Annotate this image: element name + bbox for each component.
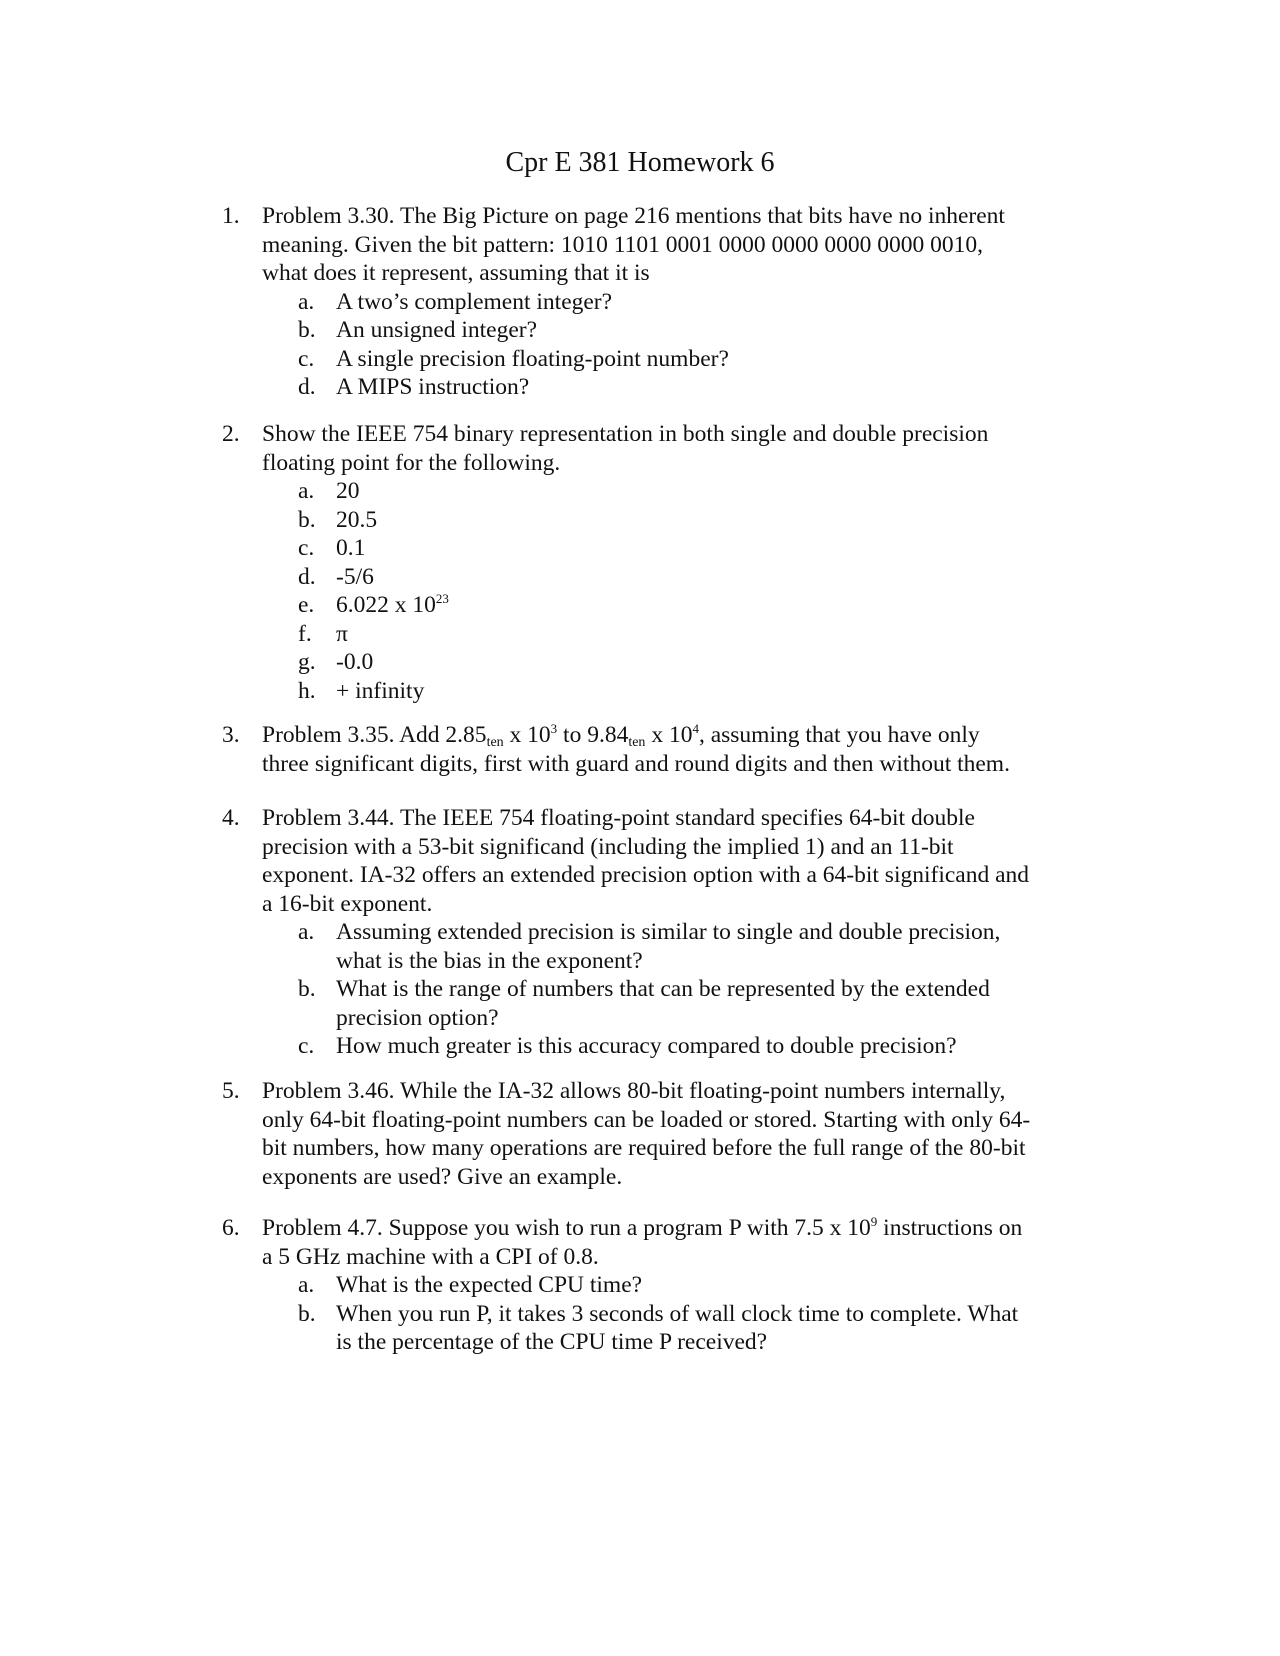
sub-item [222, 316, 1102, 345]
problem-text: Problem 3.44. The IEEE 754 floating-point standard specifies 64-bit double [262, 805, 975, 831]
sub-item [222, 918, 1102, 947]
problem-text: Problem 3.46. While the IA-32 allows 80-bit floating-point numbers internally, [262, 1078, 1006, 1104]
sub-item-letter: a. [298, 288, 315, 315]
sub-item-text: How much greater is this accuracy compared to double precision? [336, 1033, 957, 1059]
problem-number: 1. [222, 203, 240, 229]
sub-item-letter: b. [298, 976, 316, 1002]
sub-item-letter: a. [298, 1272, 315, 1298]
sub-item-letter: b. [298, 506, 316, 533]
sub-item-text: A two’s complement integer? [336, 288, 613, 315]
text-run: Problem 3.35. Add 2.85 [262, 722, 487, 748]
problem-2 [222, 420, 1102, 705]
sub-item [222, 1300, 1102, 1329]
sub-item-letter: a. [298, 919, 315, 945]
sub-item-text: When you run P, it takes 3 seconds of wall clock time to complete. What [336, 1300, 1019, 1327]
problem-text [262, 721, 980, 750]
sub-item-letter: d. [298, 374, 316, 400]
subscript: ten [486, 735, 504, 750]
problem-text: only 64-bit floating-point numbers can be loaded or stored. Starting with only 64- [262, 1106, 1031, 1133]
subscript: ten [628, 735, 646, 750]
sub-item-text: + infinity [336, 677, 425, 704]
sub-item-text: An unsigned integer? [336, 317, 538, 343]
sub-item [222, 1032, 1102, 1061]
problem-number: 6. [222, 1215, 240, 1241]
sub-item [222, 288, 1102, 317]
sub-item [222, 591, 1102, 620]
sub-item-letter: a. [298, 478, 315, 504]
sub-item [222, 648, 1102, 677]
text-run: instructions on [877, 1215, 1023, 1241]
problem-text: Problem 3.30. The Big Picture on page 216 mentions that bits have no inherent [262, 203, 1005, 229]
exponent: 4 [692, 721, 699, 736]
text-run: , assuming that you have only [698, 722, 980, 748]
number-base: 6.022 x 10 [336, 592, 436, 618]
problem-text [262, 1214, 1022, 1243]
sub-item-text: -5/6 [336, 563, 374, 590]
sub-item-text: 20 [336, 478, 360, 504]
sub-item-letter: c. [298, 345, 315, 372]
problem-3 [222, 721, 1102, 778]
problem-text: a 5 GHz machine with a CPI of 0.8. [262, 1243, 599, 1270]
sub-item-text: What is the range of numbers that can be represented by the extended [336, 976, 990, 1002]
problem-number: 4. [222, 805, 240, 831]
problem-text: exponent. IA-32 offers an extended precision option with a 64-bit significand and [262, 862, 1030, 888]
problem-text: three significant digits, first with guard and round digits and then without them. [262, 750, 1010, 777]
problem-text: bit numbers, how many operations are required before the full range of the 80-bit [262, 1135, 1026, 1161]
problem-text: precision with a 53-bit significand (including the implied 1) and an 11-bit [262, 833, 954, 860]
sub-item-letter: d. [298, 563, 316, 590]
sub-item [222, 620, 1102, 649]
problem-5 [222, 1077, 1102, 1191]
sub-item [222, 975, 1102, 1004]
sub-item [222, 477, 1102, 506]
sub-item-letter: b. [298, 1300, 316, 1327]
pi-symbol: π [336, 620, 348, 647]
sub-item-text: Assuming extended precision is similar to single and double precision, [336, 919, 1001, 945]
exponent: 9 [870, 1214, 878, 1229]
sub-item [222, 677, 1102, 706]
page-title: Cpr E 381 Homework 6 [505, 147, 775, 178]
sub-item-letter: c. [298, 1033, 315, 1059]
text-run: x 10 [503, 722, 551, 748]
problem-number: 2. [222, 421, 240, 447]
problem-4 [222, 804, 1102, 1061]
problem-6 [222, 1214, 1102, 1357]
sub-item-text [336, 591, 449, 620]
sub-item-text: what is the bias in the exponent? [336, 947, 643, 974]
exponent: 3 [550, 721, 558, 736]
problem-text: a 16-bit exponent. [262, 890, 433, 917]
sub-item-letter: h. [298, 677, 316, 704]
sub-item-letter: e. [298, 592, 315, 618]
problem-text: Show the IEEE 754 binary representation in both single and double precision [262, 421, 989, 447]
sub-item-text: precision option? [336, 1004, 499, 1031]
text-run: to 9.84 [557, 722, 629, 748]
sub-item [222, 506, 1102, 535]
exponent: 23 [435, 591, 449, 606]
sub-item-letter: b. [298, 317, 316, 343]
sub-item-letter: c. [298, 535, 315, 561]
sub-item [222, 1271, 1102, 1300]
sub-item-text: 20.5 [336, 506, 378, 533]
problem-text: meaning. Given the bit pattern: 1010 1101 0001 0000 0000 0000 0000 0010, [262, 231, 984, 258]
problem-text: floating point for the following. [262, 449, 561, 476]
problem-number: 3. [222, 722, 240, 748]
sub-item-text: -0.0 [336, 649, 374, 675]
sub-item [222, 563, 1102, 592]
text-run: x 10 [645, 722, 693, 748]
sub-item-text: A MIPS instruction? [336, 374, 530, 400]
sub-item [222, 373, 1102, 402]
sub-item [222, 534, 1102, 563]
sub-item [222, 345, 1102, 374]
sub-item-text: is the percentage of the CPU time P received? [336, 1329, 768, 1355]
sub-item-letter: g. [298, 649, 316, 675]
problem-number: 5. [222, 1078, 240, 1104]
problem-1 [222, 202, 1102, 402]
problem-text: what does it represent, assuming that it is [262, 260, 650, 286]
sub-item-text: What is the expected CPU time? [336, 1272, 643, 1298]
sub-item-letter: f. [298, 620, 312, 647]
sub-item-text: A single precision floating-point number? [336, 345, 729, 372]
sub-item-text: 0.1 [336, 535, 366, 561]
problem-text: exponents are used? Give an example. [262, 1163, 623, 1190]
text-run: Problem 4.7. Suppose you wish to run a program P with 7.5 x 10 [262, 1215, 871, 1241]
